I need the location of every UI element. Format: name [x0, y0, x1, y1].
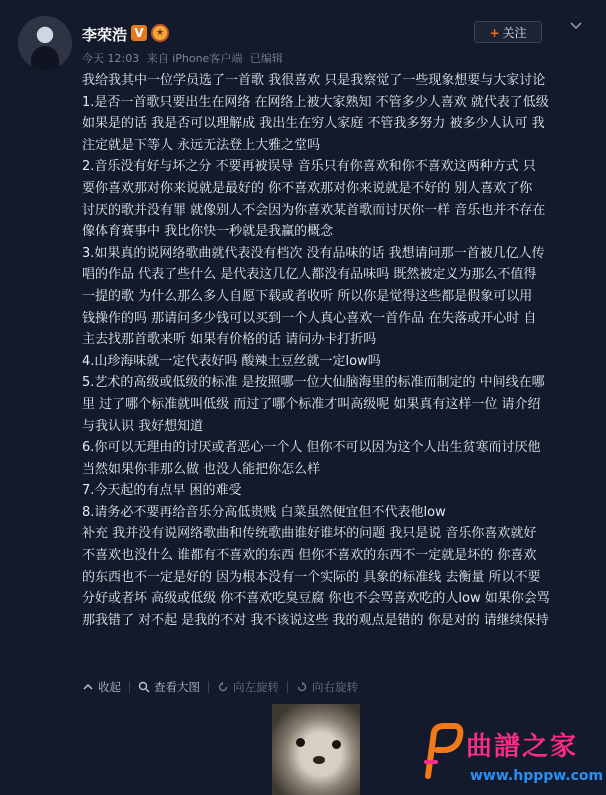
rotate-left-button[interactable]	[217, 679, 279, 695]
content-line: 如果是的话 我是否可以理解成 我出生在穷人家庭 不管我多努力 被多少人认可 我	[82, 116, 545, 132]
image-toolbar	[82, 678, 358, 696]
content-line: 与我认识 我好想知道	[82, 418, 204, 434]
rotate-right-icon	[296, 681, 308, 693]
content-line: 5.艺术的高级或低级的标准 是按照哪一位大仙脑海里的标准而制定的 中间线在哪	[82, 375, 545, 391]
chevron-down-icon[interactable]	[568, 18, 584, 34]
post-time[interactable]: 今天 12:03	[82, 52, 140, 65]
content-line: 8.请务必不要再给音乐分高低贵贱 白菜虽然便宜但不代表他low	[82, 504, 446, 520]
content-line: 主去找那首歌来听 如果有价格的话 请问办卡打折吗	[82, 332, 377, 348]
divider	[129, 681, 130, 693]
view-large-button[interactable]	[138, 679, 200, 695]
watermark-text: 曲譜之家	[466, 732, 579, 762]
eye-shape	[296, 738, 305, 747]
content-line: 补充 我并没有说网络歌曲和传统歌曲谁好谁坏的问题 我只是说 音乐你喜欢就好	[82, 526, 537, 542]
post-meta	[82, 50, 287, 66]
content-line: 里 过了哪个标准就叫低级 而过了哪个标准才叫高级呢 如果真有这样一位 请介绍	[82, 396, 541, 412]
content-line: 的东西也不一定是好的 因为根本没有一个实际的 具象的标准线 去衡量 所以不要	[82, 569, 541, 585]
collapse-label: 收起	[98, 680, 121, 694]
avatar[interactable]	[18, 16, 72, 70]
nose-shape	[313, 756, 325, 764]
content-line: 要你喜欢那对你来说就是最好的 你不喜欢那对你来说就是不好的 别人喜欢了你	[82, 180, 533, 196]
view-large-label: 查看大图	[154, 680, 200, 694]
rotate-left-icon	[217, 681, 229, 693]
rotate-right-button[interactable]	[296, 679, 358, 695]
content-line: 3.如果真的说网络歌曲就代表没有档次 没有品味的话 我想请问那一首被几亿人传	[82, 245, 545, 261]
magnifier-icon	[138, 681, 150, 693]
plus-icon: +	[489, 26, 500, 40]
collapse-button[interactable]	[82, 679, 121, 695]
watermark-url: www.hpppw.com	[470, 768, 604, 784]
author-name[interactable]: 李荣浩	[82, 26, 128, 44]
rotate-left-label: 向左旋转	[233, 680, 279, 694]
content-line: 钱操作的吗 那请问多少钱可以买到一个人真心喜欢一首作品 在失落或开心时 自	[82, 310, 537, 326]
rotate-right-label: 向右旋转	[312, 680, 358, 694]
content-line: 一提的歌 为什么那么多人自愿下载或者收听 所以你是觉得这些都是假象可以用	[82, 288, 533, 304]
post-image[interactable]	[272, 704, 360, 795]
content-line: 当然如果你非那么做 也没人能把你怎么样	[82, 461, 321, 477]
follow-button[interactable]	[474, 21, 542, 43]
chevron-up-icon	[82, 681, 94, 693]
content-line: 像体育赛事中 我比你快一秒就是我赢的概念	[82, 224, 334, 240]
medal-icon: ★	[151, 24, 169, 42]
content-line: 唱的作品 代表了些什么 是代表这几亿人都没有品味吗 既然被定义为那么不值得	[82, 267, 537, 283]
content-line: 分好或者坏 高级或低级 你不喜欢吃臭豆腐 你也不会骂喜欢吃的人low 如果你会骂	[82, 591, 550, 607]
divider	[287, 681, 288, 693]
content-line: 那我错了 对不起 是我的不对 我不该说这些 我的观点是错的 你是对的 请继续保持	[82, 612, 549, 628]
post-source[interactable]: 来自 iPhone客户端	[146, 52, 243, 65]
content-line: 注定就是下等人 永远无法登上大雅之堂吗	[82, 137, 321, 153]
content-line: 不喜欢也没什么 谁都有不喜欢的东西 但你不喜欢的东西不一定就是坏的 你喜欢	[82, 548, 537, 564]
watermark-logo-icon	[420, 722, 464, 780]
verified-badge-icon: V	[131, 25, 147, 41]
follow-label: 关注	[502, 26, 527, 40]
eye-shape	[332, 740, 341, 749]
post-content	[82, 70, 597, 631]
divider	[208, 681, 209, 693]
content-line: 2.音乐没有好与坏之分 不要再被误导 音乐只有你喜欢和你不喜欢这两种方式 只	[82, 159, 536, 175]
content-line: 4.山珍海味就一定代表好吗 酸辣土豆丝就一定low吗	[82, 353, 381, 369]
content-line: 6.你可以无理由的讨厌或者恶心一个人 但你不可以因为这个人出生贫寒而讨厌他	[82, 440, 541, 456]
content-line: 7.今天起的有点早 困的难受	[82, 483, 242, 499]
content-line: 我给我其中一位学员选了一首歌 我很喜欢 只是我察觉了一些现象想要与大家讨论	[82, 73, 546, 88]
content-line: 1.是否一首歌只要出生在网络 在网络上被大家熟知 不管多少人喜欢 就代表了低级	[82, 94, 549, 110]
edited-label: 已编辑	[249, 52, 283, 65]
content-line: 讨厌的歌并没有罪 就像别人不会因为你喜欢某首歌而讨厌你一样 音乐也并不存在	[82, 202, 546, 218]
